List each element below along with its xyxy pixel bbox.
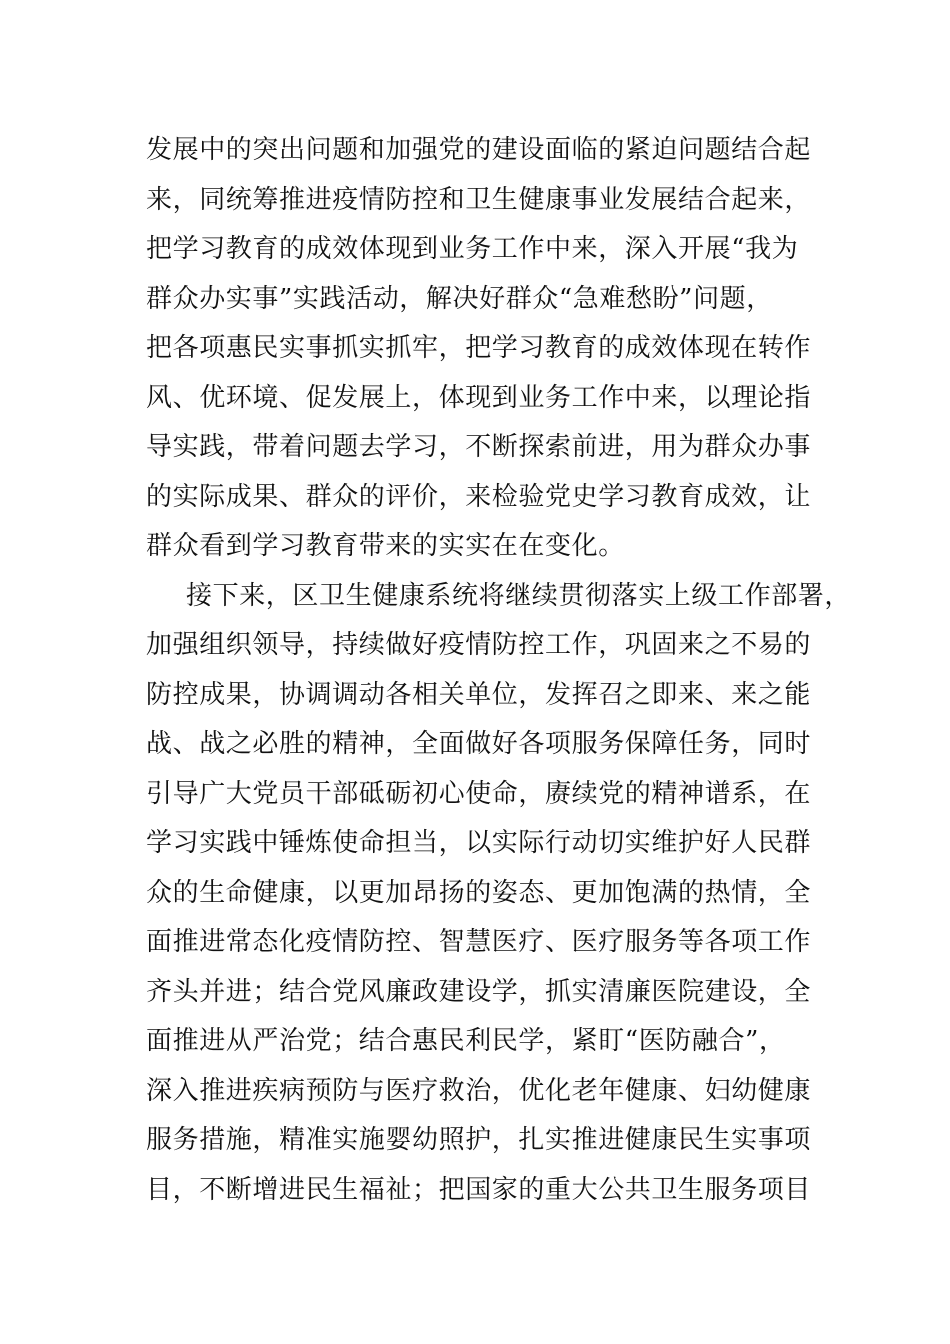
text-line: 导实践，带着问题去学习，不断探索前进，用为群众办事 [146, 432, 812, 462]
paragraph-next [146, 572, 852, 1216]
text-line: 风、优环境、促发展上，体现到业务工作中来，以理论指 [146, 382, 812, 413]
text-line: 把各项惠民实事抓实抓牢，把学习教育的成效体现在转作 [146, 333, 812, 363]
text-line: 面推进常态化疫情防控、智慧医疗、医疗服务等各项工作 [146, 927, 812, 957]
text-line: 引导广大党员干部砥砺初心使命，赓续党的精神谱系，在 [146, 778, 812, 809]
text-line: 来，同统筹推进疫情防控和卫生健康事业发展结合起来， [146, 184, 812, 215]
text-line: 面推进从严治党；结合惠民利民学，紧盯“医防融合”， [146, 1026, 786, 1056]
paragraph-continued [146, 126, 826, 572]
text-line: 服务措施，精准实施婴幼照护，扎实推进健康民生实事项 [146, 1125, 812, 1155]
text-line: 发展中的突出问题和加强党的建设面临的紧迫问题结合起 [146, 135, 812, 165]
text-line-first: 接下来，区卫生健康系统将继续贯彻落实上级工作部署， [186, 580, 852, 611]
text-line: 战、战之必胜的精神，全面做好各项服务保障任务，同时 [146, 729, 812, 759]
body-text [146, 126, 852, 1215]
text-line: 加强组织领导，持续做好疫情防控工作，巩固来之不易的 [146, 630, 812, 660]
text-line: 防控成果，协调调动各相关单位，发挥召之即来、来之能 [146, 679, 812, 710]
text-line: 群众办实事”实践活动，解决好群众“急难愁盼”问题， [146, 283, 773, 314]
text-line: 深入推进疾病预防与医疗救治，优化老年健康、妇幼健康 [146, 1075, 812, 1106]
text-line: 齐头并进；结合党风廉政建设学，抓实清廉医院建设，全 [146, 976, 812, 1007]
text-line: 众的生命健康，以更加昂扬的姿态、更加饱满的热情，全 [146, 877, 812, 908]
text-line: 目，不断增进民生福祉；把国家的重大公共卫生服务项目 [146, 1174, 812, 1205]
text-line: 把学习教育的成效体现到业务工作中来，深入开展“我为 [146, 234, 799, 264]
text-line: 群众看到学习教育带来的实实在在变化。 [146, 531, 625, 561]
text-line: 的实际成果、群众的评价，来检验党史学习教育成效，让 [146, 481, 812, 512]
text-line: 学习实践中锤炼使命担当，以实际行动切实维护好人民群 [146, 828, 812, 858]
